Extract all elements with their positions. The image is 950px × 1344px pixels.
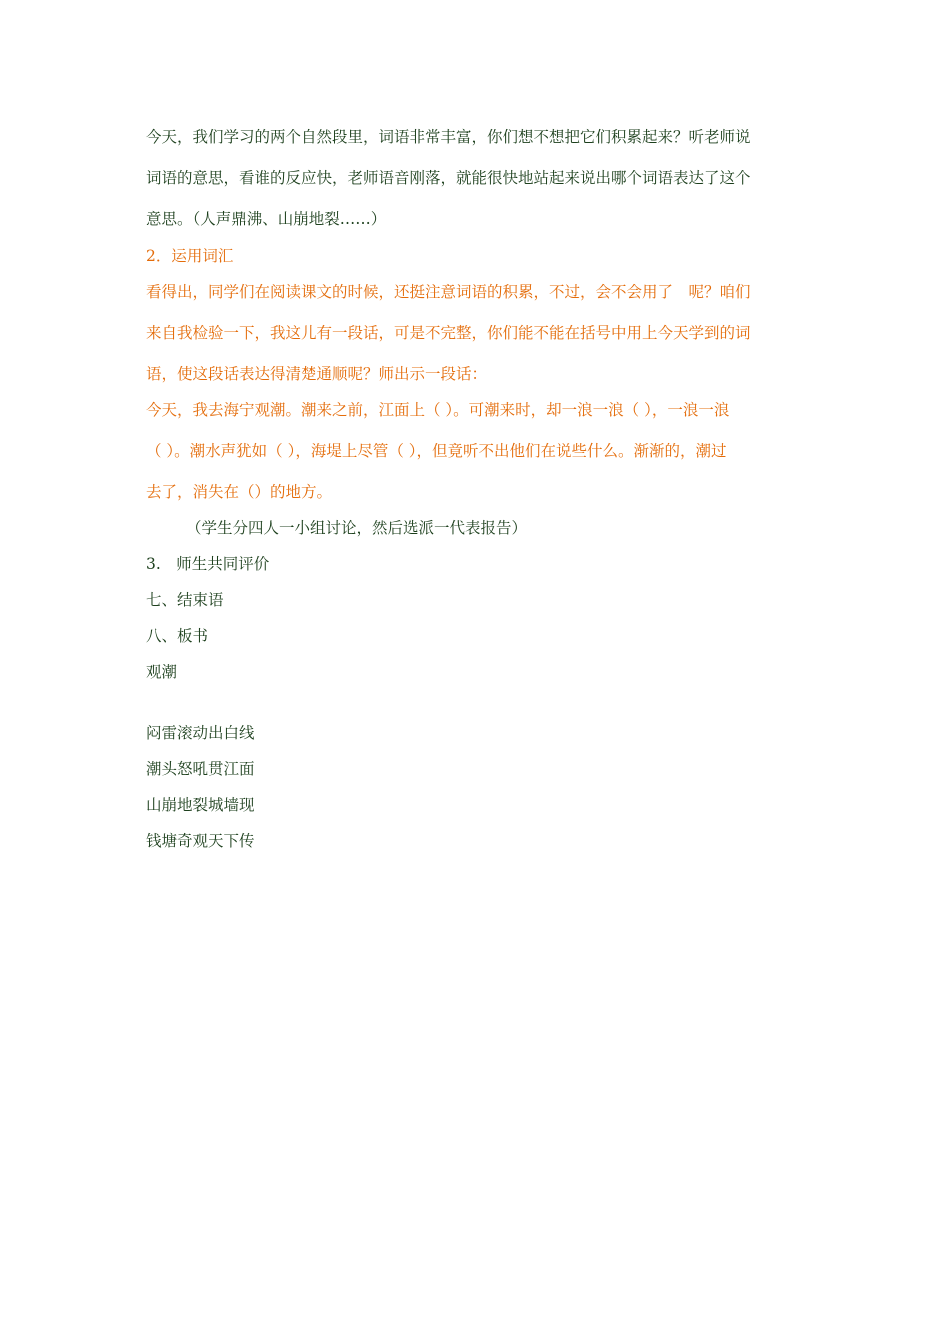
paragraph-line-2: 词语的意思，看谁的反应快，老师语音刚落，就能很快地站起来说出哪个词语表达了这个 (146, 169, 751, 187)
paragraph-line-6: 语，使这段话表达得清楚通顺呢？师出示一段话： (146, 365, 488, 383)
paragraph-line-5: 来自我检验一下，我这儿有一段话，可是不完整，你们能不能在括号中用上今天学到的词 (146, 324, 751, 342)
board-line-3: 山崩地裂城墙现 (146, 796, 255, 814)
board-line-4: 钱塘奇观天下传 (146, 832, 255, 850)
paragraph-line-4: 看得出，同学们在阅读课文的时候，还挺注意词语的积累，不过，会不会用了 呢？咱们 (146, 283, 751, 301)
exercise-line-2: （ ）。潮水声犹如（ ），海堤上尽管（ ），但竟听不出他们在说些什么。渐渐的，潮过 (146, 442, 727, 460)
section-seven-conclusion: 七、结束语 (146, 591, 224, 609)
exercise-line-1: 今天，我去海宁观潮。潮来之前，江面上（ ）。可潮来时，却一浪一浪（ ），一浪一浪 (146, 401, 730, 419)
section-eight-board: 八、板书 (146, 627, 209, 645)
board-line-1: 闷雷滚动出白线 (146, 724, 255, 742)
paragraph-line-1: 今天，我们学习的两个自然段里，词语非常丰富，你们想不想把它们积累起来？听老师说 (146, 128, 751, 146)
exercise-line-3: 去了，消失在（）的地方。 (146, 483, 333, 501)
board-title: 观潮 (146, 663, 178, 681)
discussion-note: （学生分四人一小组讨论，然后选派一代表报告） (186, 519, 528, 537)
item-3-evaluation: 3. 师生共同评价 (146, 555, 270, 573)
section-heading-use-vocabulary: 2．运用词汇 (146, 247, 234, 265)
board-line-2: 潮头怒吼贯江面 (146, 760, 255, 778)
paragraph-line-3: 意思。（人声鼎沸、山崩地裂……） (146, 210, 387, 228)
